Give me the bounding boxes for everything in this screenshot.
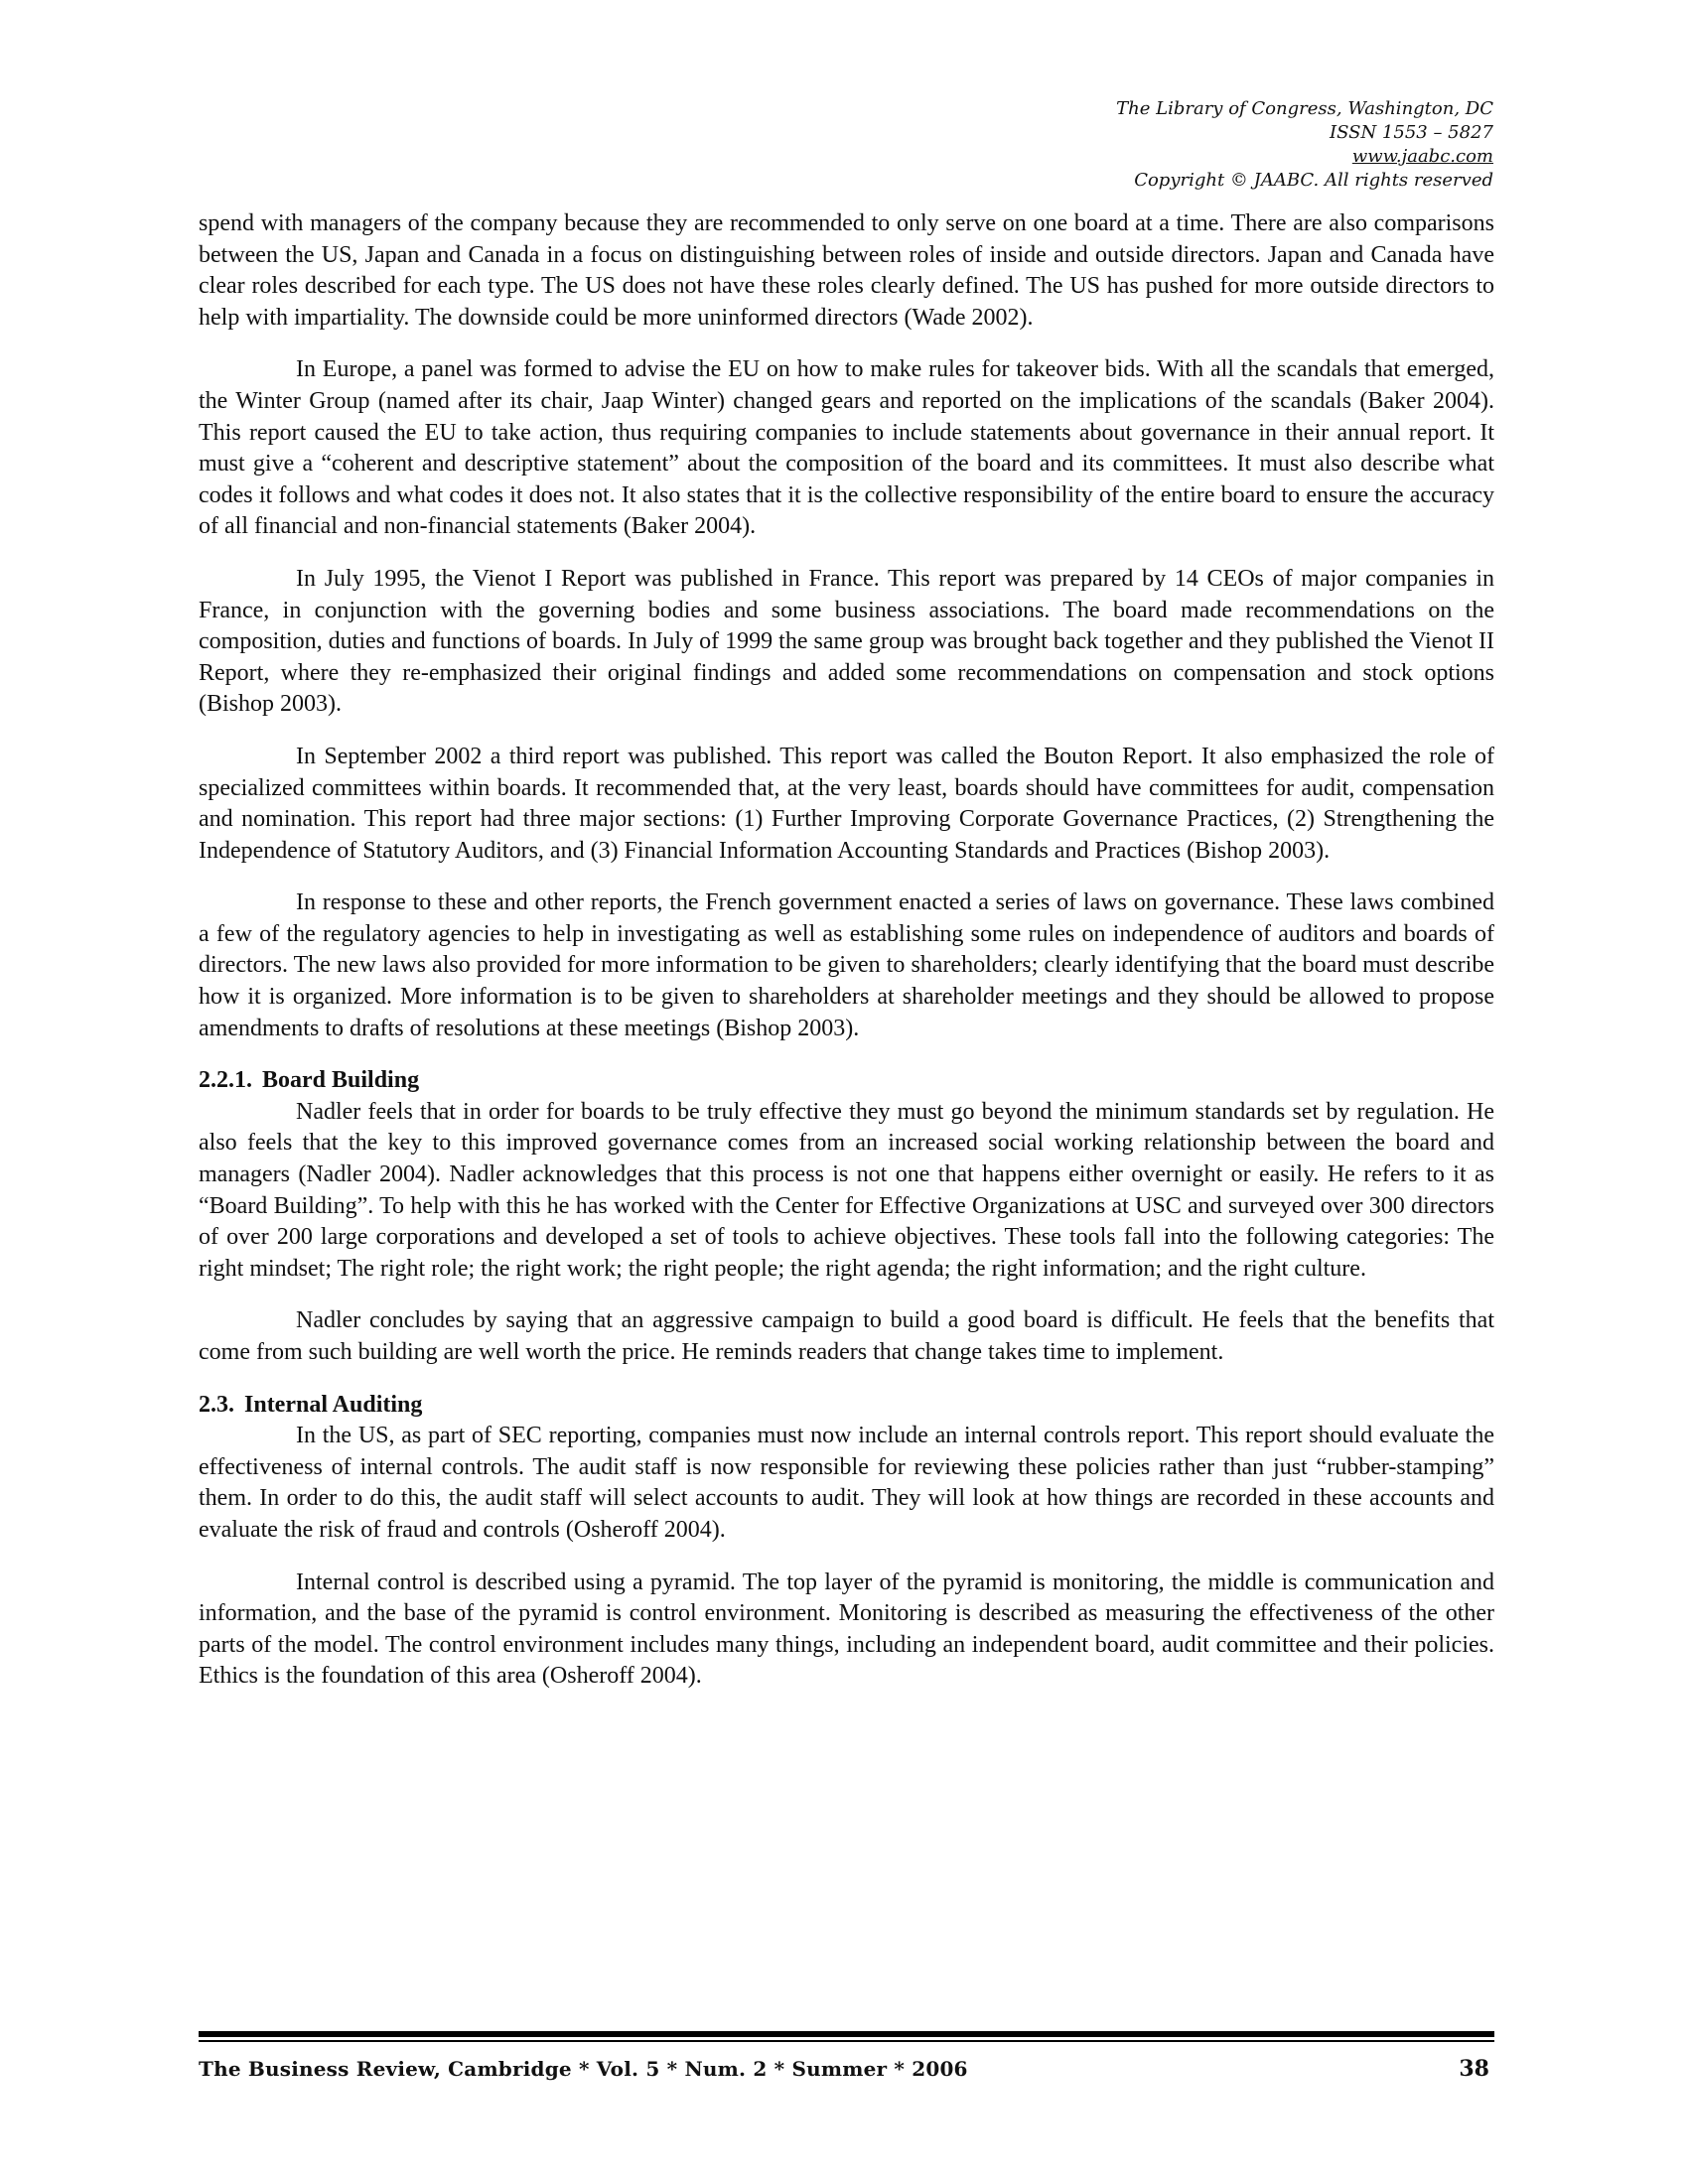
journal-header [1116, 97, 1493, 193]
header-issn-line: ISSN 1553 – 5827 [1330, 122, 1493, 143]
section-heading-board-building [199, 1065, 1494, 1097]
page-number: 38 [1459, 2056, 1489, 2082]
body-paragraph: Nadler feels that in order for boards to be truly effective they must go beyond the minimum standards set by regulation. He also feels that the key to this improved governance comes from an increased social working relationship between the board and managers (Nadler 2004). Nadler acknowledges that this process is not one that happens either overnight or easily. He refers to it as “Board Building”. To help with this he has worked with the Center for Effective Organizations at USC and surveyed over 300 directors of over 200 large corporations and developed a set of tools to achieve objectives. These tools fall into the following categories: The right mindset; The right role; the right work; the right people; the right agenda; the right information; and the right culture. [199, 1098, 1494, 1282]
body-paragraph: In September 2002 a third report was published. This report was called the Bouton Report. It also emphasized the role of specialized committees within boards. It recommended that, at the very least, boards should have committees for audit, compensation and nomination. This report had three major sections: (1) Further Improving Corporate Governance Practices, (2) Strengthening the Independence of Statutory Auditors, and (3) Financial Information Accounting Standards and Practices (Bishop 2003). [199, 743, 1494, 864]
page-footer [199, 2052, 1489, 2086]
footer-journal-citation: The Business Review, Cambridge * Vol. 5 * Num. 2 * Summer * 2006 [199, 2057, 968, 2081]
body-paragraph: In July 1995, the Vienot I Report was published in France. This report was prepared by 14 CEOs of major companies in France, in conjunction with the governing bodies and some business associations. The board made recommendations on the composition, duties and functions of boards. In July of 1999 the same group was brought back together and they published the Vienot II Report, where they re-emphasized their original findings and added some recommendations on compensation and stock options (Bishop 2003). [199, 565, 1494, 718]
body-paragraph: Internal control is described using a pyramid. The top layer of the pyramid is monitoring, the middle is communication and information, and the base of the pyramid is control environment. Monitoring is described as measuring the effectiveness of the other parts of the model. The control environment includes many things, including an independent board, audit committee and their policies. Ethics is the foundation of this area (Osheroff 2004). [199, 1569, 1494, 1690]
article-body [199, 208, 1494, 1713]
header-url-link[interactable]: www.jaabc.com [1351, 146, 1493, 167]
body-paragraph: Nadler concludes by saying that an aggressive campaign to build a good board is difficult. He feels that the benefits that come from such building are well worth the price. He reminds readers that change takes time to implement. [199, 1307, 1494, 1365]
body-paragraph: In the US, as part of SEC reporting, companies must now include an internal controls report. This report should evaluate the effectiveness of internal controls. The audit staff is now responsible for reviewing these policies rather than just “rubber-stamping” them. In order to do this, the audit staff will select accounts to audit. They will look at how things are recorded in these accounts and evaluate the risk of fraud and controls (Osheroff 2004). [199, 1423, 1494, 1543]
body-paragraph: In response to these and other reports, the French government enacted a series of laws on governance. These laws combined a few of the regulatory agencies to help in investigating as well as establishing some rules on independence of auditors and boards of directors. The new laws also provided for more information to be given to shareholders; clearly identifying that the board must describe how it is organized. More information is to be given to shareholders at shareholder meetings and they should be allowed to propose amendments to drafts of resolutions at these meetings (Bishop 2003). [199, 889, 1494, 1041]
footer-divider-thin [199, 2040, 1494, 2042]
section-number: 2.2.1. [199, 1067, 252, 1094]
body-paragraph: spend with managers of the company because they are recommended to only serve on one board at a time. There are also comparisons between the US, Japan and Canada in a focus on distinguishing between roles of inside and outside directors. Japan and Canada have clear roles described for each type. The US does not have these roles clearly defined. The US has pushed for more outside directors to help with impartiality. The downside could be more uninformed directors (Wade 2002). [199, 210, 1494, 331]
header-copyright-line: Copyright © JAABC. All rights reserved [1134, 170, 1493, 191]
section-heading-internal-auditing [199, 1390, 1494, 1422]
section-title: Board Building [262, 1067, 420, 1094]
section-title: Internal Auditing [244, 1391, 423, 1418]
footer-divider-thick [199, 2031, 1494, 2037]
section-number: 2.3. [199, 1391, 234, 1418]
body-paragraph: In Europe, a panel was formed to advise the EU on how to make rules for takeover bids. With all the scandals that emerged, the Winter Group (named after its chair, Jaap Winter) changed gears and reported on the implications of the scandals (Baker 2004). This report caused the EU to take action, thus requiring companies to include statements about governance in their annual report. It must give a “coherent and descriptive statement” about the composition of the board and its committees. It must also describe what codes it follows and what codes it does not. It also states that it is the collective responsibility of the entire board to ensure the accuracy of all financial and non-financial statements (Baker 2004). [199, 356, 1494, 540]
header-library-line: The Library of Congress, Washington, DC [1116, 98, 1493, 119]
